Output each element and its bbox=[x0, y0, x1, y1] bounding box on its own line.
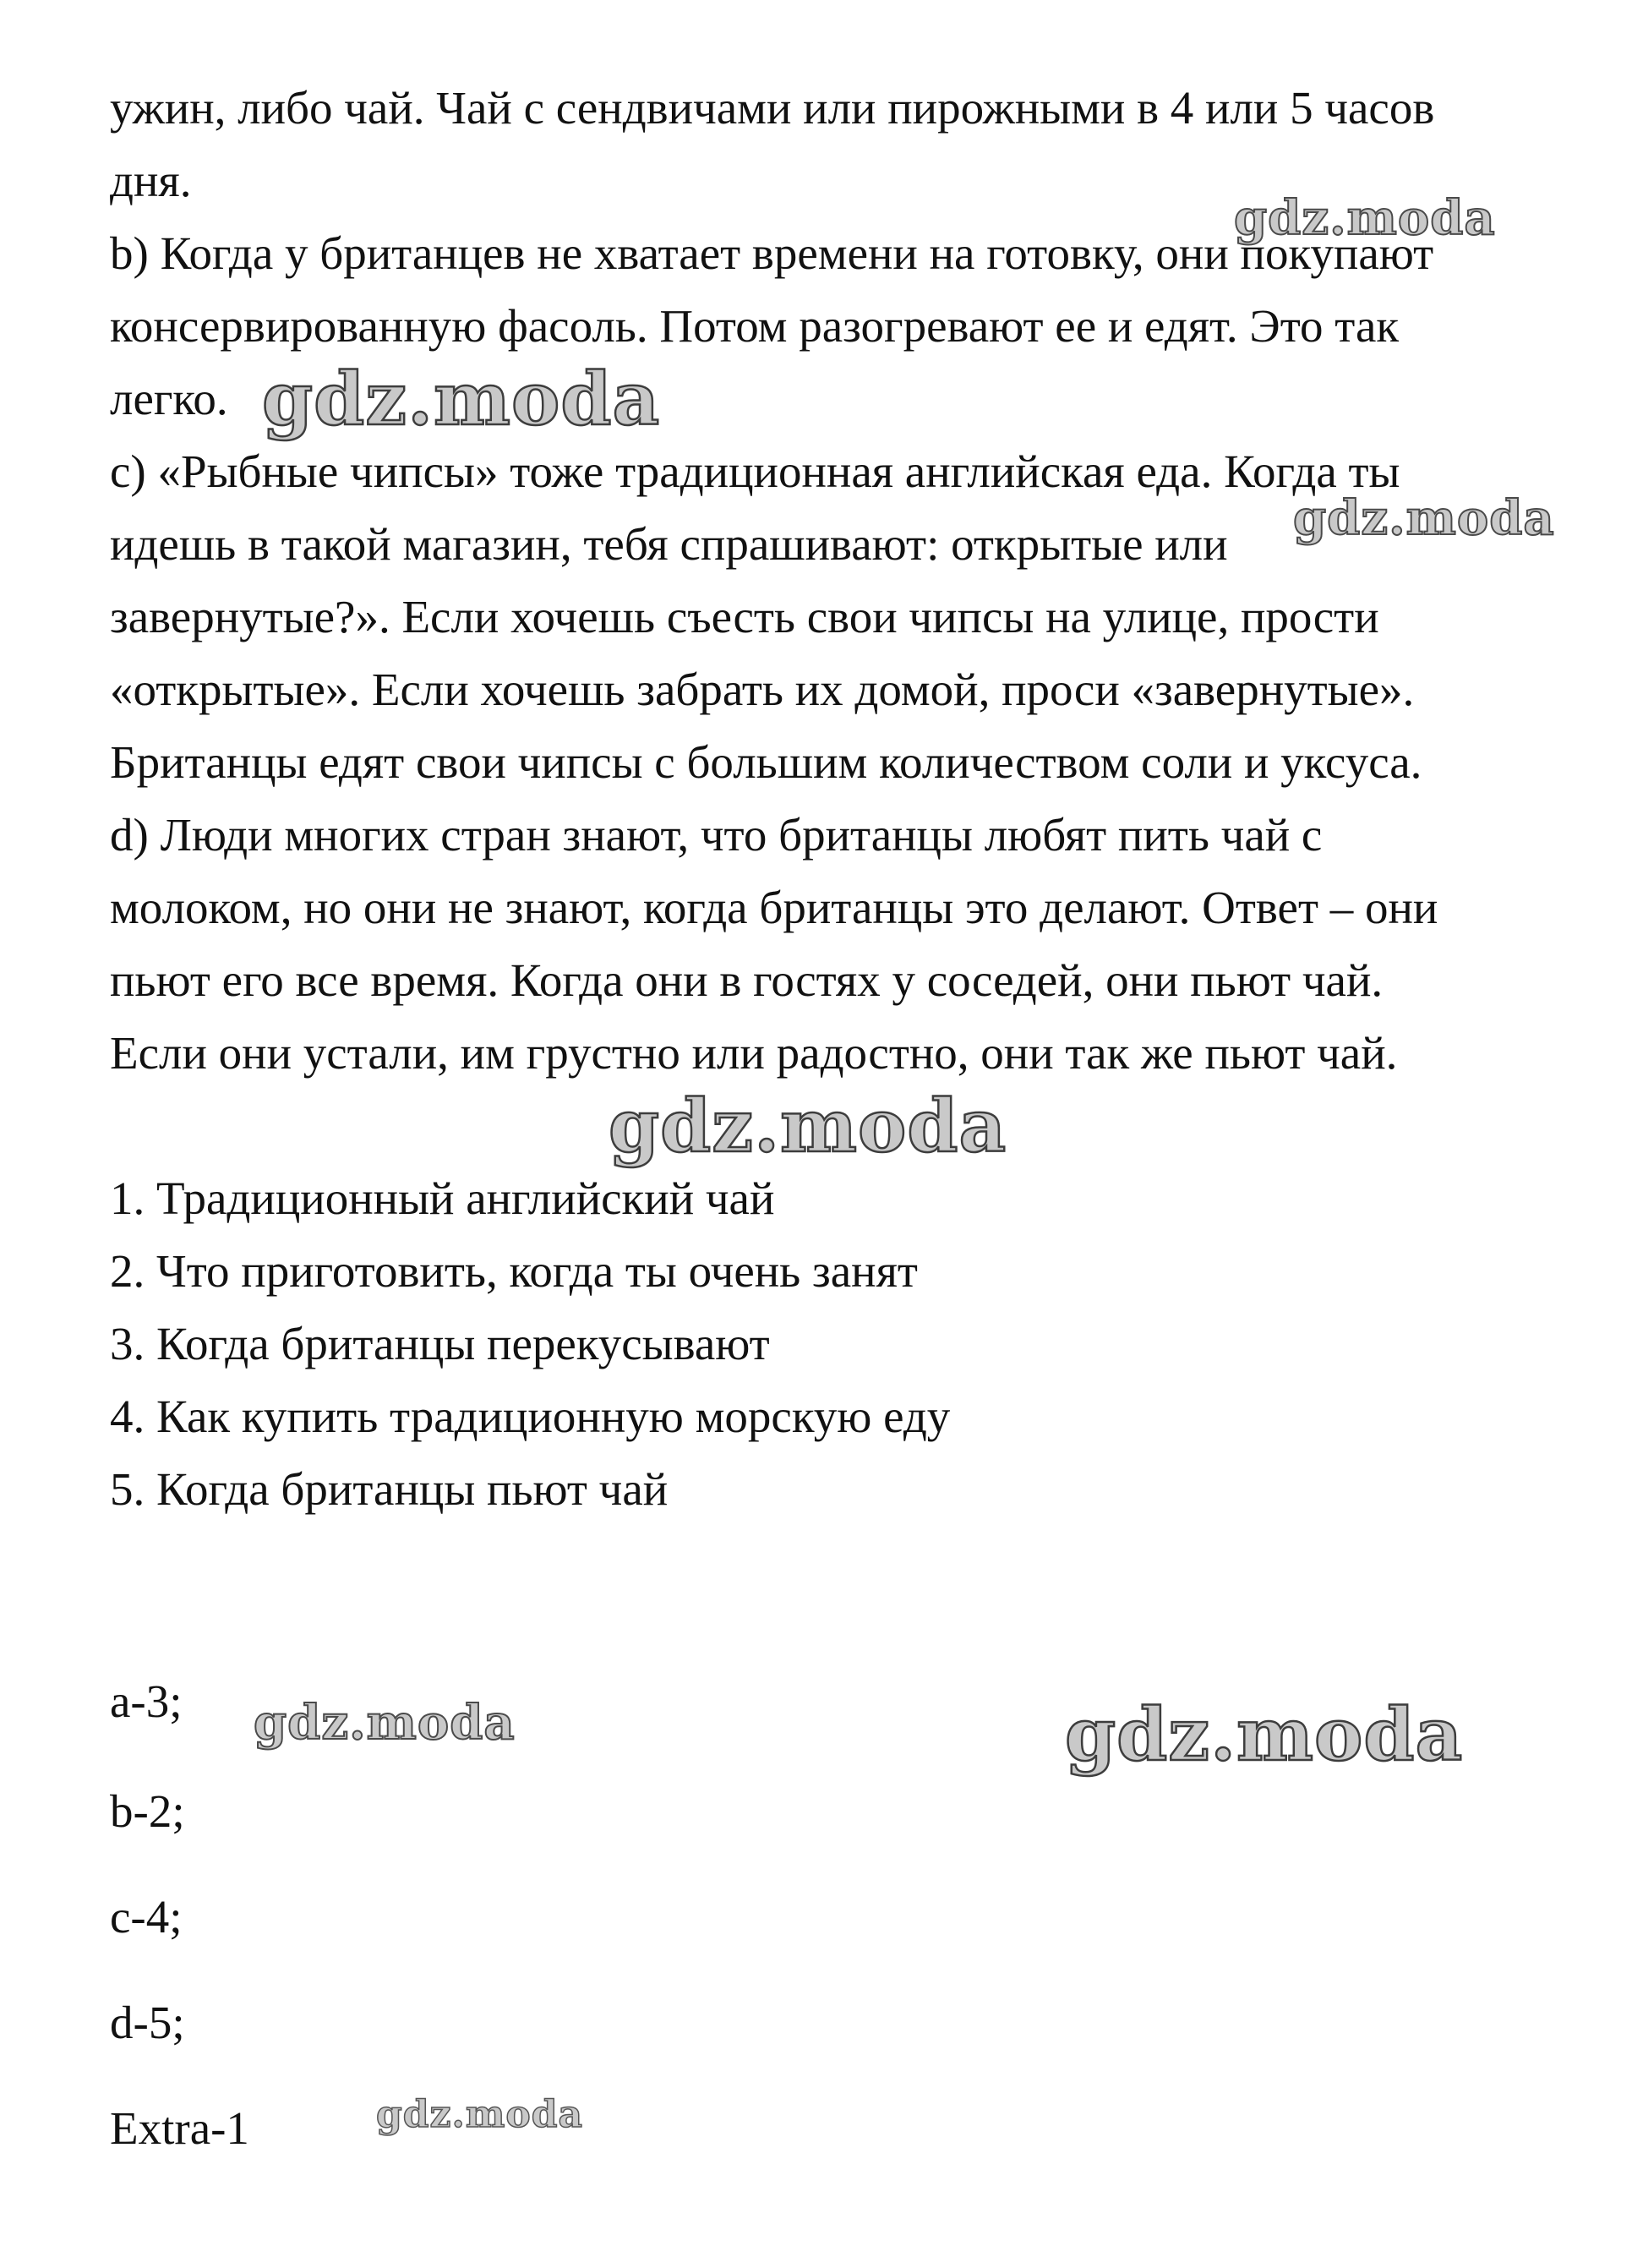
paragraph-line: b) Когда у британцев не хватает времени на готовку, они покупают bbox=[110, 227, 1434, 279]
watermark: gdz.moda bbox=[254, 1695, 516, 1751]
paragraph-line: завернутые?». Если хочешь съесть свои чипсы на улице, прости bbox=[110, 591, 1379, 642]
paragraph-line: консервированную фасоль. Потом разогревают ее и едят. Это так bbox=[110, 300, 1400, 352]
paragraph-line: пьют его все время. Когда они в гостях у соседей, они пьют чай. bbox=[110, 954, 1384, 1006]
answer-item: a-3; bbox=[110, 1675, 183, 1727]
paragraph-line: молоком, но они не знают, когда британцы это делают. Ответ – они bbox=[110, 882, 1438, 933]
heading-item: 1. Традиционный английский чай bbox=[110, 1172, 775, 1224]
paragraph-line: дня. bbox=[110, 155, 192, 206]
paragraph-line: ужин, либо чай. Чай с сендвичами или пирожными в 4 или 5 часов bbox=[110, 82, 1435, 134]
answer-item: b-2; bbox=[110, 1785, 185, 1837]
answer-item: Extra-1 bbox=[110, 2102, 249, 2154]
heading-item: 3. Когда британцы перекусывают bbox=[110, 1318, 770, 1369]
paragraph-line: идешь в такой магазин, тебя спрашивают: открытые или bbox=[110, 518, 1228, 570]
watermark: gdz.moda bbox=[1065, 1692, 1464, 1778]
watermark: gdz.moda bbox=[1293, 490, 1555, 546]
watermark: gdz.moda bbox=[262, 357, 661, 442]
heading-item: 2. Что приготовить, когда ты очень занят bbox=[110, 1245, 918, 1297]
heading-item: 5. Когда британцы пьют чай bbox=[110, 1463, 669, 1515]
paragraph-line: Если они устали, им грустно или радостно, они так же пьют чай. bbox=[110, 1027, 1398, 1079]
answer-item: d-5; bbox=[110, 1997, 185, 2048]
watermark: gdz.moda bbox=[1234, 190, 1496, 246]
paragraph-line: Британцы едят свои чипсы с большим количеством соли и уксуса. bbox=[110, 736, 1422, 788]
answer-item: c-4; bbox=[110, 1891, 183, 1943]
paragraph-line: легко. bbox=[110, 373, 228, 424]
paragraph-line: d) Люди многих стран знают, что британцы любят пить чай с bbox=[110, 809, 1323, 861]
heading-item: 4. Как купить традиционную морскую еду bbox=[110, 1391, 951, 1442]
watermark: gdz.moda bbox=[609, 1084, 1007, 1169]
paragraph-line: c) «Рыбные чипсы» тоже традиционная английская еда. Когда ты bbox=[110, 445, 1400, 497]
paragraph-line: «открытые». Если хочешь забрать их домой, проси «завернутые». bbox=[110, 664, 1415, 715]
watermark: gdz.moda bbox=[376, 2093, 584, 2136]
